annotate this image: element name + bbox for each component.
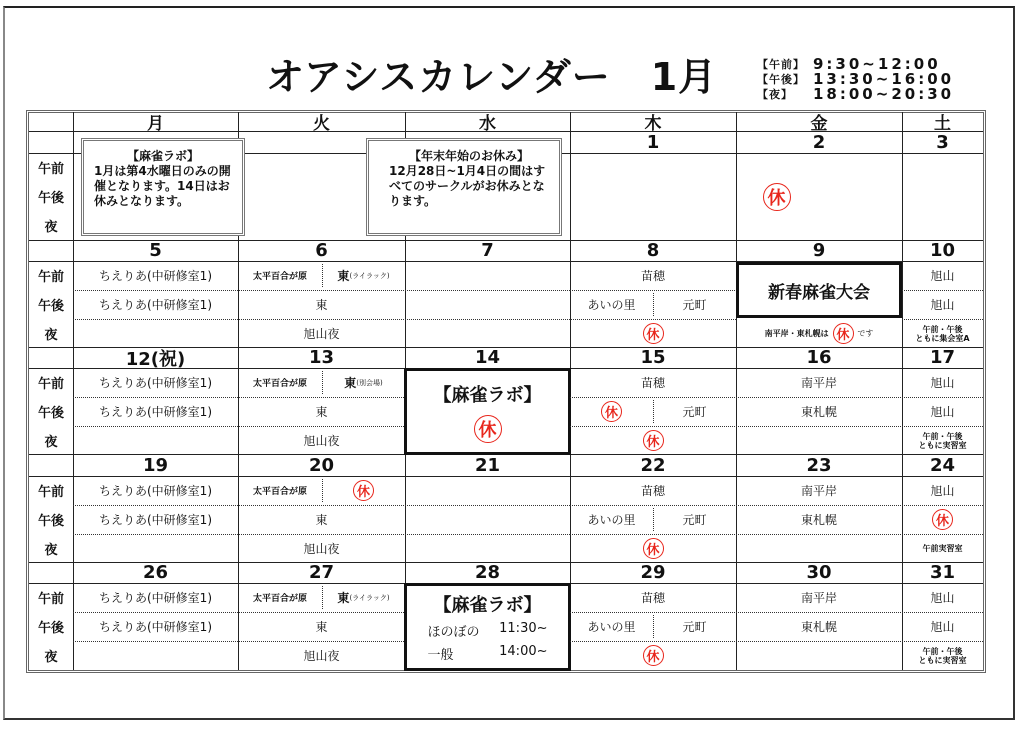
schedule-entry: 太平百合が原	[252, 487, 307, 497]
time-row-night: 【夜】 18:00~20:30	[757, 85, 955, 103]
date-cell: 28	[474, 562, 501, 583]
schedule-entry: 午前実習室	[922, 544, 963, 553]
schedule-entry: 旭山	[930, 620, 955, 634]
date-cell: 15	[640, 347, 666, 368]
title-text: オアシスカレンダー	[266, 55, 611, 99]
date-cell: 22	[640, 454, 666, 476]
schedule-entry	[570, 319, 736, 348]
slot-label: 午後	[37, 191, 64, 206]
weekday-header: 木	[644, 114, 662, 134]
dotted-divider	[405, 534, 570, 535]
page-title	[266, 52, 717, 102]
schedule-entry: 旭山夜	[303, 434, 340, 448]
date-cell: 10	[929, 240, 956, 261]
closed-mark-icon: 休	[643, 323, 664, 344]
date-cell: 16	[806, 347, 832, 368]
schedule-entry: 苗穂	[640, 269, 665, 283]
schedule-entry: 東札幌	[800, 620, 837, 634]
schedule-entry: 旭山夜	[303, 542, 340, 556]
schedule-entry: 太平百合が原	[252, 379, 307, 389]
slot-label: 午後	[37, 621, 64, 636]
title-month: 1月	[650, 55, 718, 99]
schedule-entry: 旭山夜	[303, 649, 340, 663]
slot-label: 夜	[44, 220, 58, 235]
schedule-entry: あいの里	[587, 298, 636, 312]
date-cell: 29	[640, 562, 666, 583]
schedule-entry: 東 (別会場)	[344, 376, 383, 390]
weekday-header: 火	[313, 114, 330, 134]
closed-mark-icon: 休	[643, 538, 664, 559]
closed-mark-icon: 休	[932, 509, 953, 530]
schedule-entry: ちえりあ(中研修室1)	[99, 484, 212, 498]
slot-label: 午後	[37, 299, 64, 314]
date-cell: 26	[142, 562, 169, 583]
closed-holiday	[570, 153, 983, 240]
slot-label: 夜	[44, 650, 58, 665]
schedule-entry: 旭山夜	[303, 327, 340, 341]
date-cell: 17	[929, 347, 956, 368]
schedule-entry	[902, 505, 983, 534]
schedule-entry: ちえりあ(中研修室1)	[99, 591, 212, 605]
date-cell: 3	[936, 131, 949, 153]
date-cell: 21	[474, 454, 501, 476]
schedule-entry: 旭山	[930, 298, 955, 312]
closed-mark-icon: 休	[763, 183, 791, 211]
schedule-entry	[570, 426, 736, 455]
schedule-entry: あいの里	[587, 620, 636, 634]
schedule-entry: 東札幌	[800, 513, 837, 527]
schedule-entry: 元町	[682, 513, 707, 527]
schedule-entry: 午前・午後 ともに実習室	[918, 431, 967, 450]
slot-label: 午前	[37, 270, 64, 285]
schedule-entry: 午前・午後 ともに集会室A	[915, 324, 970, 343]
schedule-entry: 東札幌	[800, 405, 837, 419]
schedule-entry: 旭山	[930, 405, 955, 419]
schedule-entry	[570, 397, 653, 426]
schedule-entry: ちえりあ(中研修室1)	[99, 269, 212, 283]
schedule-entry	[322, 476, 405, 505]
slot-label: 午前	[37, 592, 64, 607]
date-cell: 27	[308, 562, 335, 583]
schedule-entry: 旭山	[930, 484, 955, 498]
session-times	[757, 57, 954, 102]
date-cell: 5	[149, 240, 162, 261]
closed-mark-icon: 休	[833, 323, 854, 344]
weekday-header: 土	[934, 114, 951, 134]
schedule-entry	[570, 641, 736, 670]
schedule-entry: 南平岸・東札幌は 休 です	[736, 319, 902, 348]
weekday-header: 水	[479, 114, 496, 134]
schedule-entry: 南平岸	[800, 484, 837, 498]
date-cell: 13	[308, 347, 335, 368]
schedule-entry: 旭山	[930, 591, 955, 605]
slot-label: 夜	[44, 543, 58, 558]
new-year-note: 【年末年始のお休み】 12月28日~1月4日の間はすべてのサークルがお休みとなります。	[366, 138, 562, 236]
closed-mark-icon: 休	[601, 401, 622, 422]
slot-label: 夜	[44, 435, 58, 450]
date-cell: 1	[646, 131, 660, 153]
date-cell: 2	[812, 131, 826, 153]
closed-mark-icon: 休	[353, 480, 374, 501]
schedule-entry: 太平百合が原	[252, 594, 307, 604]
schedule-entry: 元町	[682, 620, 707, 634]
mahjong-lab-session-box: 【麻雀ラボ】 ほのぼの 11:30~ 一般 14:00~	[404, 583, 571, 671]
schedule-entry: ちえりあ(中研修室1)	[99, 376, 212, 390]
weekday-header: 金	[810, 114, 828, 134]
date-cell: 12(祝)	[125, 348, 186, 370]
schedule-entry: 元町	[682, 405, 707, 419]
dotted-divider	[405, 505, 570, 506]
schedule-entry: 東 (ライラック)	[337, 269, 390, 283]
schedule-entry: ちえりあ(中研修室1)	[99, 620, 212, 634]
date-cell: 23	[806, 454, 832, 476]
schedule-entry: 午前・午後 ともに実習室	[918, 646, 967, 665]
closed-mark-icon: 休	[643, 645, 664, 666]
mahjong-lab-note: 【麻雀ラボ】 1月は第4水曜日のみの開催となります。14日はお休みとなります。	[81, 138, 245, 236]
schedule-entry: ちえりあ(中研修室1)	[99, 513, 212, 527]
time-row-morning: 【午前】 9:30~12:00	[757, 55, 941, 73]
schedule-entry: 苗穂	[640, 591, 665, 605]
slot-label: 午前	[37, 162, 64, 177]
slot-label: 午後	[37, 514, 64, 529]
new-year-tournament-box: 新春麻雀大会	[736, 262, 902, 318]
mahjong-lab-closed-box: 【麻雀ラボ】 休	[404, 368, 571, 455]
date-cell: 7	[481, 240, 494, 261]
schedule-entry: 旭山	[930, 269, 955, 283]
schedule-entry: 太平百合が原	[252, 272, 307, 282]
schedule-entry: 南平岸	[800, 376, 837, 390]
date-cell: 24	[929, 454, 956, 476]
slot-label: 午前	[37, 377, 64, 392]
closed-mark-icon: 休	[474, 415, 502, 443]
schedule-entry: 元町	[682, 298, 707, 312]
weekday-header: 月	[147, 114, 164, 134]
date-cell: 31	[929, 562, 956, 583]
schedule-entry: 東 (ライラック)	[337, 591, 390, 605]
date-cell: 14	[474, 347, 501, 368]
schedule-entry: 苗穂	[640, 484, 665, 498]
date-cell: 9	[812, 240, 826, 261]
schedule-entry: ちえりあ(中研修室1)	[99, 298, 212, 312]
schedule-entry: 東	[315, 298, 328, 312]
date-cell: 8	[646, 240, 660, 261]
date-cell: 6	[315, 240, 328, 261]
schedule-entry: 南平岸	[800, 591, 837, 605]
schedule-entry	[570, 534, 736, 563]
slot-label: 午後	[37, 406, 64, 421]
schedule-entry: 東	[315, 620, 328, 634]
slot-label: 午前	[37, 485, 64, 500]
schedule-entry: 東	[315, 513, 328, 527]
schedule-entry: 東	[315, 405, 328, 419]
time-row-afternoon: 【午後】 13:30~16:00	[757, 70, 955, 88]
schedule-entry: あいの里	[587, 513, 636, 527]
date-cell: 19	[142, 454, 169, 476]
schedule-entry: 苗穂	[640, 376, 665, 390]
date-cell: 20	[308, 454, 335, 476]
schedule-entry: 旭山	[930, 376, 955, 390]
slot-label: 夜	[44, 328, 58, 343]
date-cell: 30	[806, 562, 832, 583]
schedule-entry: ちえりあ(中研修室1)	[99, 405, 212, 419]
closed-mark-icon: 休	[643, 430, 664, 451]
